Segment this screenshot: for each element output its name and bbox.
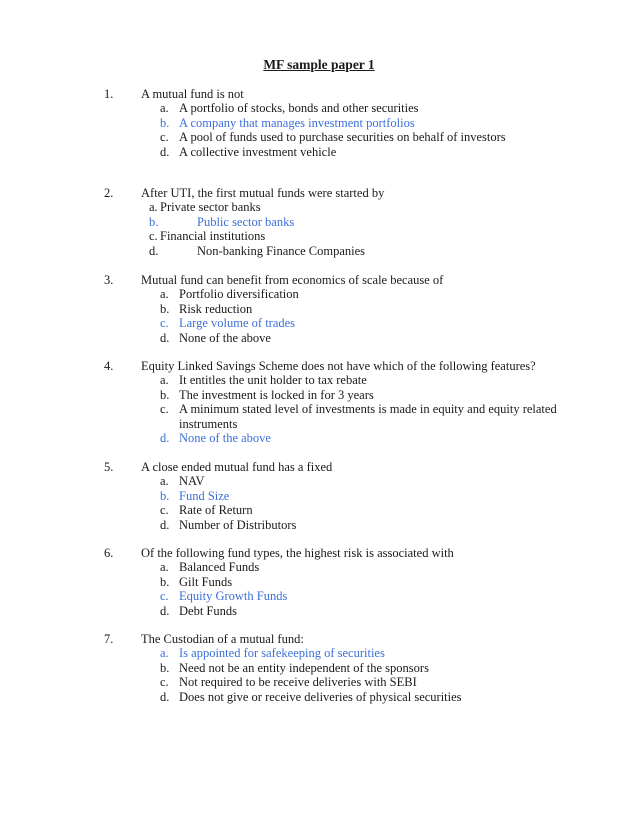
- option-letter: c.: [160, 675, 169, 690]
- question-number: 4.: [104, 359, 114, 373]
- question-text: Equity Linked Savings Scheme does not have which of the following features?: [141, 359, 536, 373]
- option-letter: c.: [160, 503, 169, 518]
- options-list: [0, 474, 638, 532]
- option-c: [0, 229, 638, 243]
- page-title: MF sample paper 1: [263, 57, 375, 72]
- question-text: Mutual fund can benefit from economics of scale because of: [141, 273, 444, 287]
- option-a: [0, 200, 638, 214]
- question-number: 6.: [104, 546, 114, 560]
- option-letter: d.: [160, 603, 170, 618]
- option-d: [0, 244, 638, 258]
- option-letter: b.: [160, 387, 170, 402]
- option-text: The investment is locked in for 3 years: [179, 387, 374, 402]
- option-letter: d.: [160, 517, 170, 532]
- option-letter: c.: [160, 130, 169, 145]
- options-list: [0, 101, 638, 159]
- option-a: [0, 474, 638, 488]
- option-text: Balanced Funds: [179, 560, 260, 575]
- option-letter: c.: [160, 589, 169, 604]
- option-c: [0, 675, 638, 689]
- option-text: None of the above: [179, 330, 271, 345]
- option-letter: a.: [160, 474, 169, 489]
- option-text: Public sector banks: [197, 214, 295, 229]
- option-d: [0, 331, 638, 345]
- option-text: A minimum stated level of investments is made in equity and equity related instruments: [179, 402, 557, 431]
- option-letter: d.: [149, 243, 159, 258]
- option-letter: d.: [160, 144, 170, 159]
- option-letter: b.: [160, 574, 170, 589]
- options-list: [0, 373, 638, 445]
- option-b-correct: [0, 215, 638, 229]
- option-text: Does not give or receive deliveries of physical securities: [179, 689, 462, 704]
- option-letter: c.: [149, 229, 158, 244]
- option-letter: b.: [160, 115, 170, 130]
- option-text: NAV: [179, 474, 205, 489]
- option-text: Fund Size: [179, 488, 230, 503]
- option-d: [0, 145, 638, 159]
- option-b-correct: [0, 489, 638, 503]
- option-a-correct: [0, 646, 638, 660]
- option-c-correct: [0, 589, 638, 603]
- option-letter: b.: [160, 488, 170, 503]
- question-number: 5.: [104, 460, 114, 474]
- option-text: Private sector banks: [160, 200, 261, 215]
- question-text: After UTI, the first mutual funds were started by: [141, 186, 385, 200]
- option-c-correct: [0, 316, 638, 330]
- option-letter: b.: [160, 660, 170, 675]
- option-text: A portfolio of stocks, bonds and other securities: [179, 101, 419, 116]
- option-letter: a.: [149, 200, 158, 215]
- option-text: A pool of funds used to purchase securities on behalf of investors: [179, 130, 506, 145]
- option-d: [0, 518, 638, 532]
- option-b: [0, 661, 638, 675]
- option-letter: a.: [160, 560, 169, 575]
- option-d: [0, 604, 638, 618]
- question-text: A mutual fund is not: [141, 87, 244, 101]
- option-text: It entitles the unit holder to tax rebate: [179, 373, 367, 388]
- option-letter: c.: [160, 402, 169, 417]
- option-b: [0, 388, 638, 402]
- option-b: [0, 302, 638, 316]
- question-text: Of the following fund types, the highest risk is associated with: [141, 546, 454, 560]
- option-a: [0, 560, 638, 574]
- option-letter: a.: [160, 101, 169, 116]
- option-a: [0, 101, 638, 115]
- option-c: [0, 402, 638, 431]
- option-text: A collective investment vehicle: [179, 144, 337, 159]
- option-letter: b.: [160, 301, 170, 316]
- option-d: [0, 690, 638, 704]
- option-text: Debt Funds: [179, 603, 237, 618]
- option-letter: a.: [160, 646, 169, 661]
- option-a: [0, 373, 638, 387]
- option-c: [0, 503, 638, 517]
- option-c: [0, 130, 638, 144]
- question-number: 7.: [104, 632, 114, 646]
- option-letter: a.: [160, 373, 169, 388]
- option-text: Is appointed for safekeeping of securities: [179, 646, 385, 661]
- options-list: [0, 287, 638, 345]
- option-text: A company that manages investment portfolios: [179, 115, 415, 130]
- option-letter: a.: [160, 287, 169, 302]
- question-number: 3.: [104, 273, 114, 287]
- option-text: Gilt Funds: [179, 574, 233, 589]
- option-text: Financial institutions: [160, 229, 266, 244]
- question-text: The Custodian of a mutual fund:: [141, 632, 304, 646]
- option-d-correct: [0, 431, 638, 445]
- option-b-correct: [0, 116, 638, 130]
- question-number: 1.: [104, 87, 114, 101]
- option-text: Large volume of trades: [179, 316, 296, 331]
- options-list: [0, 560, 638, 618]
- option-text: Equity Growth Funds: [179, 589, 288, 604]
- options-list: [0, 200, 638, 258]
- option-a: [0, 287, 638, 301]
- option-text: None of the above: [179, 430, 271, 445]
- option-letter: d.: [160, 330, 170, 345]
- option-text: Rate of Return: [179, 503, 253, 518]
- option-text: Non-banking Finance Companies: [197, 243, 366, 258]
- option-letter: b.: [149, 214, 159, 229]
- option-letter: d.: [160, 689, 170, 704]
- option-letter: d.: [160, 430, 170, 445]
- option-b: [0, 575, 638, 589]
- options-list: [0, 646, 638, 704]
- option-text: Number of Distributors: [179, 517, 297, 532]
- option-letter: c.: [160, 316, 169, 331]
- option-text: Not required to be receive deliveries with SEBI: [179, 675, 417, 690]
- option-text: Risk reduction: [179, 301, 253, 316]
- option-text: Need not be an entity independent of the sponsors: [179, 660, 429, 675]
- question-text: A close ended mutual fund has a fixed: [141, 460, 333, 474]
- option-text: Portfolio diversification: [179, 287, 299, 302]
- question-number: 2.: [104, 186, 114, 200]
